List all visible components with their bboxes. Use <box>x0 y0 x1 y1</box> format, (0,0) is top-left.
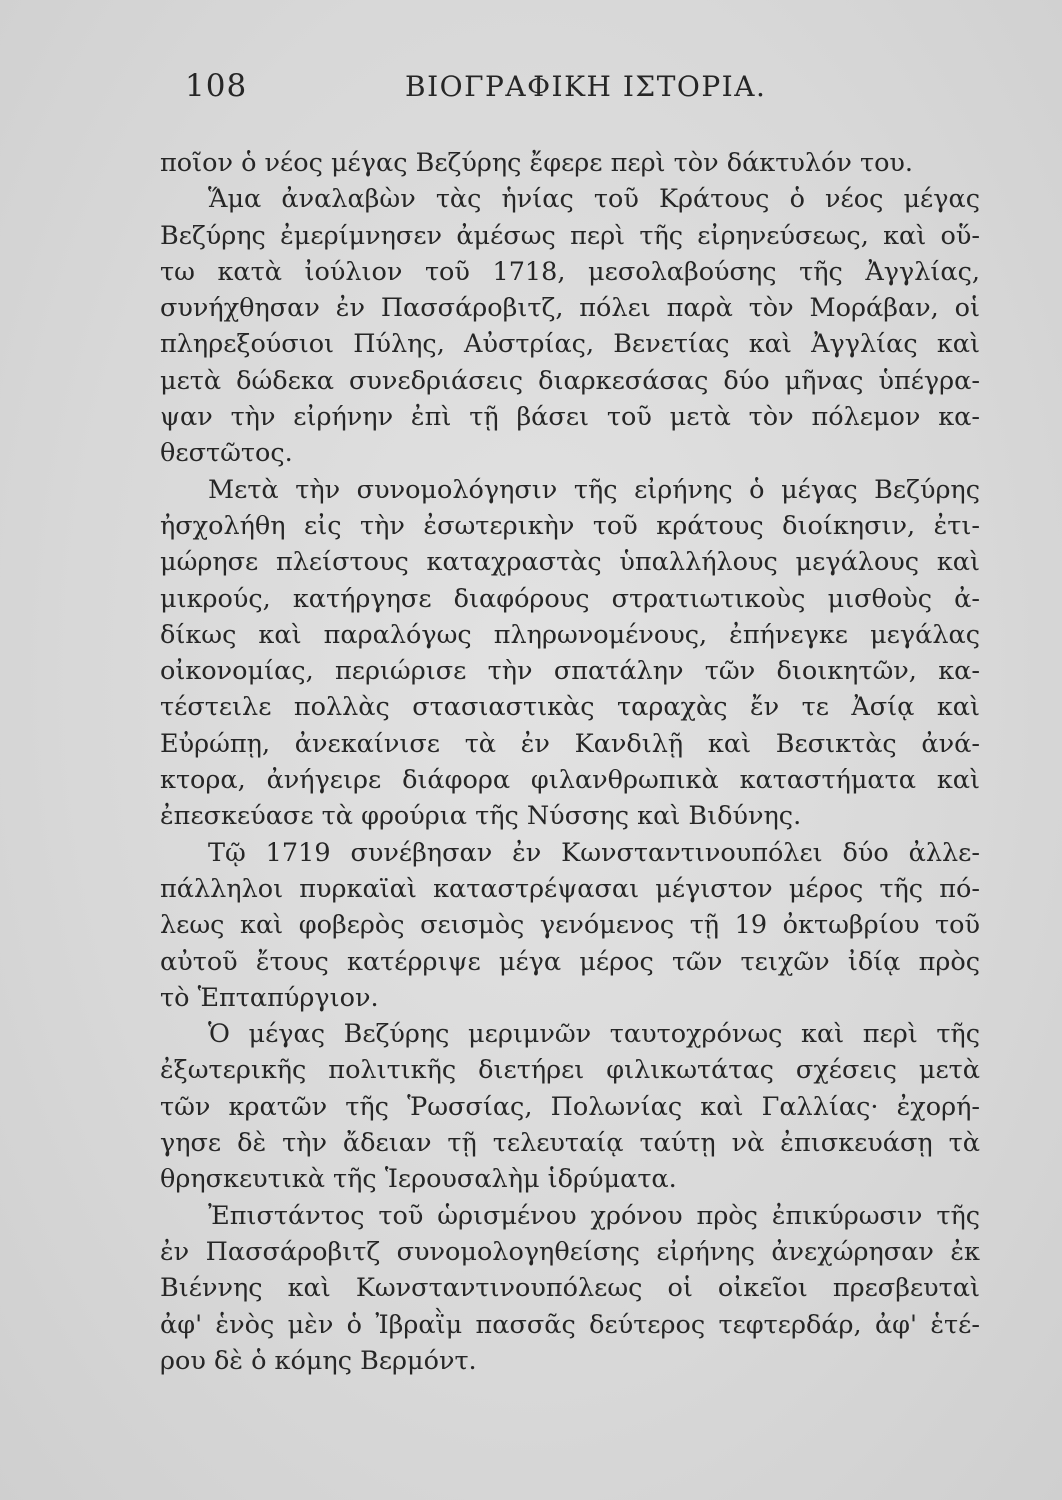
text-line: Εὐρώπῃ, ἀνεκαίνισε τὰ ἐν Κανδιλῇ καὶ Βεσικτὰς ἀνά- <box>160 728 980 759</box>
text-line: τω κατὰ ἰούλιον τοῦ 1718, μεσολαβούσης τῆς Ἀγγλίας, <box>160 256 980 287</box>
text-line: Τῷ 1719 συνέβησαν ἐν Κωνσταντινουπόλει δύο ἀλλε- <box>208 837 980 868</box>
text-line: δίκως καὶ παραλόγως πληρωνομένους, ἐπήνεγκε μεγάλας <box>160 619 980 650</box>
text-line: θρησκευτικὰ τῆς Ἱερουσαλὴμ ἱδρύματα. <box>160 1164 677 1195</box>
running-head <box>185 68 775 112</box>
text-line: τῶν κρατῶν τῆς Ῥωσσίας, Πολωνίας καὶ Γαλλίας· ἐχορή- <box>160 1091 980 1122</box>
text-line: λεως καὶ φοβερὸς σεισμὸς γενόμενος τῇ 19 ὀκτωβρίου τοῦ <box>160 910 980 941</box>
text-line: συνήχθησαν ἐν Πασσάροβιτζ, πόλει παρὰ τὸν Μοράβαν, οἱ <box>160 293 980 324</box>
text-line: αὐτοῦ ἔτους κατέρριψε μέγα μέρος τῶν τειχῶν ἰδίᾳ πρὸς <box>160 946 980 977</box>
text-line: Ἅμα ἀναλαβὼν τὰς ἡνίας τοῦ Κράτους ὁ νέος μέγας <box>208 184 980 215</box>
text-line: ρου δὲ ὁ κόμης Βερμόντ. <box>160 1345 477 1376</box>
text-line: Βεζύρης ἐμερίμνησεν ἀμέσως περὶ τῆς εἰρηνεύσεως, καὶ οὕ- <box>160 220 980 251</box>
text-line: οἰκονομίας, περιώρισε τὴν σπατάλην τῶν διοικητῶν, κα- <box>160 656 980 687</box>
text-line: μετὰ δώδεκα συνεδριάσεις διαρκεσάσας δύο μῆνας ὑπέγρα- <box>160 365 980 396</box>
text-line: θεστῶτος. <box>160 438 293 469</box>
text-line: τέστειλε πολλὰς στασιαστικὰς ταραχὰς ἔν τε Ἀσίᾳ καὶ <box>160 692 980 723</box>
text-line: ἀφ' ἑνὸς μὲν ὁ Ἰβραῒμ πασσᾶς δεύτερος τεφτερδάρ, ἀφ' ἑτέ- <box>160 1309 980 1340</box>
text-line: Ἐπιστάντος τοῦ ὡρισμένου χρόνου πρὸς ἐπικύρωσιν τῆς <box>208 1200 980 1231</box>
text-line: Βιέννης καὶ Κωνσταντινουπόλεως οἱ οἰκεῖοι πρεσβευταὶ <box>160 1273 980 1304</box>
body-text <box>160 145 980 1379</box>
page-number: 108 <box>185 68 248 104</box>
text-line: μώρησε πλείστους καταχραστὰς ὑπαλλήλους μεγάλους καὶ <box>160 547 980 578</box>
text-line: Μετὰ τὴν συνομολόγησιν τῆς εἰρήνης ὁ μέγας Βεζύρης <box>208 474 980 505</box>
text-line: ἐν Πασσάροβιτζ συνομολογηθείσης εἰρήνης ἀνεχώρησαν ἐκ <box>160 1236 980 1267</box>
text-line: Ὁ μέγας Βεζύρης μεριμνῶν ταυτοχρόνως καὶ περὶ τῆς <box>208 1019 980 1050</box>
text-line: ἐπεσκεύασε τὰ φρούρια τῆς Νύσσης καὶ Βιδύνης. <box>160 801 802 832</box>
text-line: ἐξωτερικῆς πολιτικῆς διετήρει φιλικωτάτας σχέσεις μετὰ <box>160 1055 980 1086</box>
text-line: πάλληλοι πυρκαϊαὶ καταστρέψασαι μέγιστον μέρος τῆς πό- <box>160 873 980 904</box>
text-line: ποῖον ὁ νέος μέγας Βεζύρης ἔφερε περὶ τὸν δάκτυλόν του. <box>160 148 914 178</box>
text-line: τὸ Ἑπταπύργιον. <box>160 982 379 1013</box>
text-line: ψαν τὴν εἰρήνην ἐπὶ τῇ βάσει τοῦ μετὰ τὸν πόλεμον κα- <box>160 402 980 433</box>
running-title: ΒΙΟΓΡΑΦΙΚΗ ΙΣΤΟΡΙΑ. <box>405 70 767 103</box>
text-line: μικρούς, κατήργησε διαφόρους στρατιωτικοὺς μισθοὺς ἀ- <box>160 583 980 614</box>
text-line: γησε δὲ τὴν ἄδειαν τῇ τελευταίᾳ ταύτῃ νὰ ἐπισκευάσῃ τὰ <box>160 1128 980 1159</box>
text-line: πληρεξούσιοι Πύλης, Αὐστρίας, Βενετίας καὶ Ἀγγλίας καὶ <box>160 329 980 360</box>
text-line: κτορα, ἀνήγειρε διάφορα φιλανθρωπικὰ καταστήματα καὶ <box>160 765 980 796</box>
text-line: ἠσχολήθη εἰς τὴν ἐσωτερικὴν τοῦ κράτους διοίκησιν, ἐτι- <box>160 510 980 541</box>
